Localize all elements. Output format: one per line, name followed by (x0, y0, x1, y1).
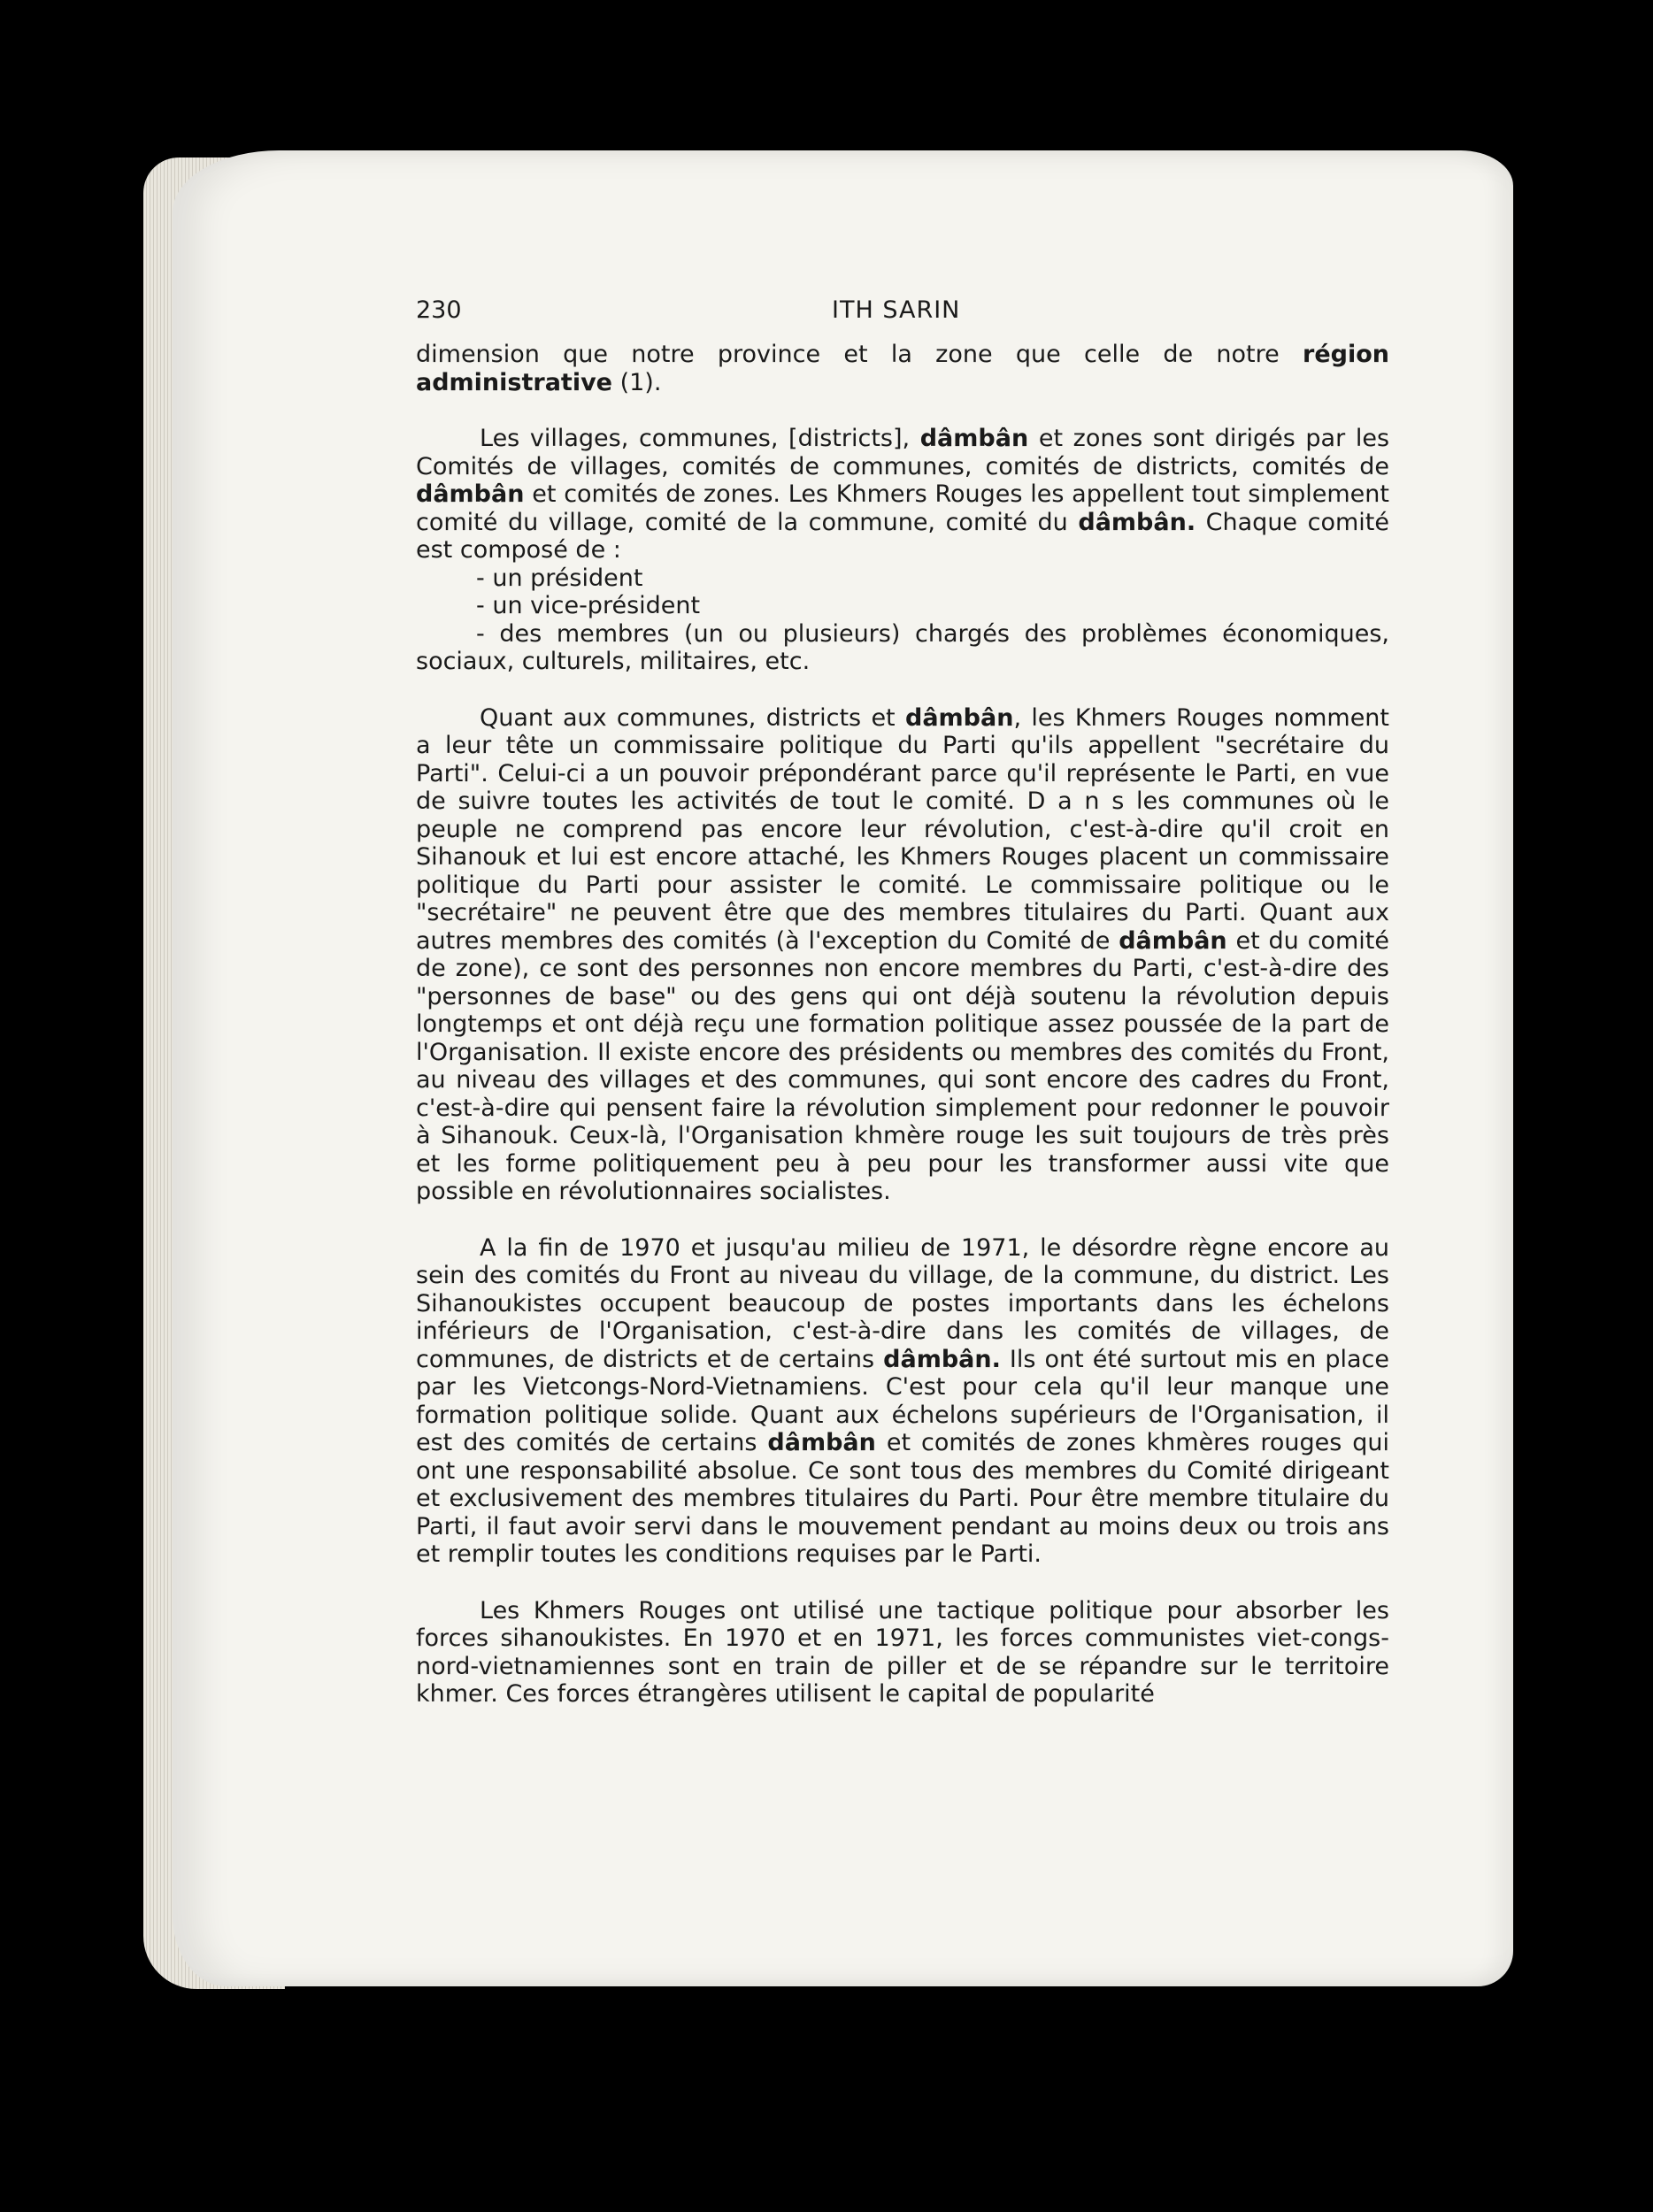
text-segment: et comités de zones. Les Khmers Rouges les appellent tout simplement comité du village, comité de la commune, comité du (416, 480, 1389, 536)
body-text (416, 341, 1389, 1709)
text-segment: et comités de zones khmères rouges qui ont une responsabilité absolue. Ce sont tous des membres du Comité dirigeant et exclusivement des membres titulaires du Parti. Pour être membre titulaire du Parti, il faut avoir servi dans le mouvement pendant au moins deux ou trois ans et remplir toutes les conditions requises par le Parti. (416, 1429, 1389, 1568)
text-segment: Chaque comité est composé de : (416, 508, 1389, 564)
bold-term: région administrative (416, 341, 1389, 396)
text-segment: A la fin de 1970 et jusqu'au milieu de 1971, le désordre règne encore au sein des comités du Front au niveau du village, de la commune, du district. Les Sihanoukistes occupent beaucoup de postes importants dans les échelons inférieurs de l'Organisation, c'est-à-dire dans les comités de villages, de communes, de districts et de certains (416, 1233, 1389, 1373)
bold-term: dâmbân (905, 703, 1014, 732)
bold-term: dâmbân (767, 1429, 876, 1456)
text-segment: Les villages, communes, [districts], (480, 425, 920, 452)
page-content (243, 296, 1389, 1737)
text-segment: dimension que notre province et la zone que celle de notre (416, 341, 1303, 368)
text-segment: , les Khmers Rouges nomment a leur tête un commissaire politique du Parti qu'ils appellent "secrétaire du Parti". Celui-ci a un pouvoir prépondérant parce qu'il représente le Parti, en vue de suivre toutes les activités de tout le comité. D a n s les communes où le peuple ne comprend pas encore leur révolution, c'est-à-dire qu'il croit en Sihanouk et lui est encore attaché, les Khmers Rouges placent un commissaire politique du Parti pour assister le comité. Le commissaire politique ou le "secrétaire" ne peuvent être que des membres titulaires du Parti. Quant aux autres membres des comités (à l'exception du Comité de (416, 703, 1390, 955)
paragraph-5 (416, 1597, 1389, 1709)
bold-term: dâmbân (919, 425, 1029, 452)
paragraph-1 (416, 341, 1389, 396)
text-segment: Les Khmers Rouges ont utilisé une tactique politique pour absorber les forces sihanoukistes. En 1970 et en 1971, les forces communistes viet-congs-nord-vietnamiennes sont en train de piller et de se répandre sur le territoire khmer. Ces forces étrangères utilisent le capital de popularité (416, 1596, 1389, 1708)
bold-term: dâmbân. (883, 1345, 1001, 1373)
text-segment: Quant aux communes, districts et (480, 703, 905, 732)
page-number: 230 (416, 296, 462, 324)
paragraph-2 (416, 425, 1389, 565)
list-item: - un président (476, 564, 643, 592)
committee-composition-list (416, 565, 1389, 676)
list-item: - des membres (un ou plusieurs) chargés des problèmes économiques, sociaux, culturels, militaires, etc. (416, 619, 1389, 675)
bold-term: dâmbân. (1078, 508, 1196, 536)
bold-term: dâmbân (1119, 926, 1227, 955)
running-title: ITH SARIN (832, 296, 961, 324)
text-segment: et du comité de zone), ce sont des personnes non encore membres du Parti, c'est-à-dire des "personnes de base" ou des gens qui ont déjà soutenu la révolution depuis longtemps et ont déjà reçu une formation politique assez poussée de la part de l'Organisation. Il existe encore des présidents ou membres des comités du Front, au niveau des villages et des communes, qui sont encore des cadres du Front, c'est-à-dire qui pensent faire la révolution simplement pour redonner le pouvoir à Sihanouk. Ceux-là, l'Organisation khmère rouge les suit toujours de très près et les forme politiquement peu à peu pour les transformer aussi vite que possible en révolutionnaires socialistes. (416, 926, 1389, 1205)
running-head (243, 296, 1389, 332)
text-segment: et zones sont dirigés par les Comités de villages, comités de communes, comités de districts, comités de (416, 425, 1390, 480)
paragraph-2-block (416, 425, 1389, 676)
bold-term: dâmbân (416, 480, 525, 508)
text-segment: (1). (612, 368, 662, 396)
paragraph-3 (416, 704, 1389, 1206)
text-segment: Ils ont été surtout mis en place par les Vietcongs-Nord-Vietnamiens. C'est pour cela qu'il leur manque une formation politique solide. Quant aux échelons supérieurs de l'Organisation, il est des comités de certains (416, 1345, 1389, 1456)
list-item: - un vice-président (476, 592, 701, 619)
paragraph-4 (416, 1234, 1389, 1569)
